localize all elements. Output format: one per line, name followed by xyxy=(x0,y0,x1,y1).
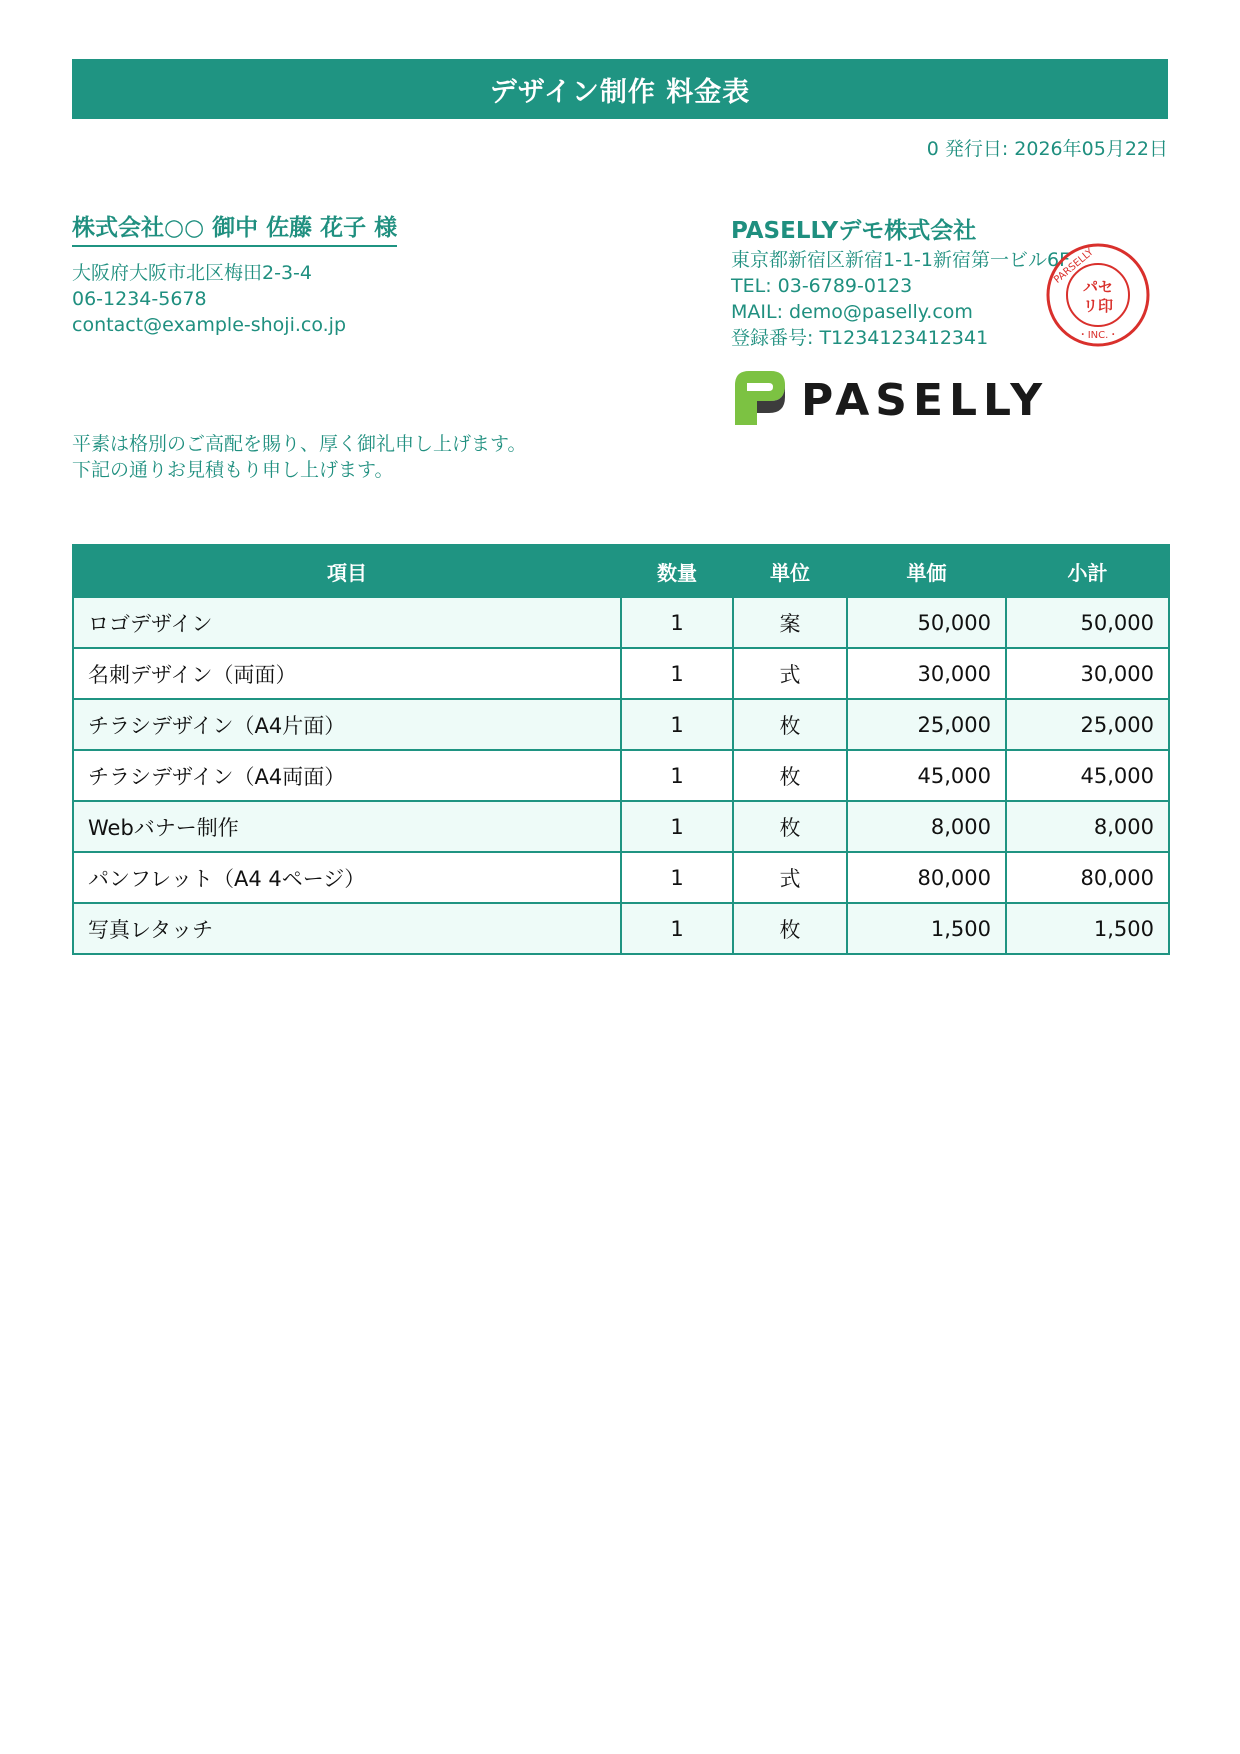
cell-subtotal: 25,000 xyxy=(1006,699,1169,750)
cell-unit: 枚 xyxy=(733,903,847,954)
cell-item: チラシデザイン（A4両面） xyxy=(73,750,621,801)
company-seal-icon xyxy=(1045,242,1151,348)
cell-qty: 1 xyxy=(621,852,733,903)
cell-item: パンフレット（A4 4ページ） xyxy=(73,852,621,903)
greeting-text xyxy=(72,431,526,483)
cell-price: 50,000 xyxy=(847,597,1006,648)
recipient-name: 株式会社○○ 御中 佐藤 花子 様 xyxy=(72,209,397,247)
cell-qty: 1 xyxy=(621,597,733,648)
cell-subtotal: 8,000 xyxy=(1006,801,1169,852)
header-subtotal: 小計 xyxy=(1006,545,1169,597)
issuer-name: PASELLYデモ株式会社 xyxy=(731,218,977,244)
cell-unit: 案 xyxy=(733,597,847,648)
header-qty: 数量 xyxy=(621,545,733,597)
cell-item: チラシデザイン（A4片面） xyxy=(73,699,621,750)
price-table xyxy=(72,544,1170,955)
cell-price: 25,000 xyxy=(847,699,1006,750)
cell-subtotal: 1,500 xyxy=(1006,903,1169,954)
header-item: 項目 xyxy=(73,545,621,597)
recipient-details xyxy=(72,260,346,338)
cell-qty: 1 xyxy=(621,648,733,699)
cell-subtotal: 45,000 xyxy=(1006,750,1169,801)
svg-text:パセ: パセ xyxy=(1082,278,1114,296)
cell-price: 8,000 xyxy=(847,801,1006,852)
cell-qty: 1 xyxy=(621,801,733,852)
cell-unit: 枚 xyxy=(733,801,847,852)
document-title-bar xyxy=(72,59,1168,119)
svg-text:リ印: リ印 xyxy=(1082,297,1114,315)
greeting-line-1: 平素は格別のご高配を賜り、厚く御礼申し上げます。 xyxy=(72,433,527,455)
issuer-tel: TEL: 03-6789-0123 xyxy=(731,275,913,297)
issuer-registration: 登録番号: T1234123412341 xyxy=(731,327,989,349)
table-row xyxy=(73,597,1169,648)
svg-text:・INC.・: ・INC.・ xyxy=(1077,330,1119,341)
paselly-logo-icon xyxy=(731,367,1061,429)
cell-item: ロゴデザイン xyxy=(73,597,621,648)
cell-qty: 1 xyxy=(621,750,733,801)
recipient-tel: 06-1234-5678 xyxy=(72,288,207,310)
header-price: 単価 xyxy=(847,545,1006,597)
cell-unit: 式 xyxy=(733,648,847,699)
issuer-mail: MAIL: demo@paselly.com xyxy=(731,301,973,323)
cell-unit: 式 xyxy=(733,852,847,903)
table-row xyxy=(73,750,1169,801)
cell-unit: 枚 xyxy=(733,750,847,801)
cell-price: 45,000 xyxy=(847,750,1006,801)
table-row xyxy=(73,699,1169,750)
document-title: デザイン制作 料金表 xyxy=(489,76,751,108)
cell-qty: 1 xyxy=(621,903,733,954)
cell-price: 80,000 xyxy=(847,852,1006,903)
recipient-email: contact@example-shoji.co.jp xyxy=(72,314,347,336)
cell-unit: 枚 xyxy=(733,699,847,750)
cell-item: Webバナー制作 xyxy=(73,801,621,852)
issuer-address: 東京都新宿区新宿1-1-1新宿第一ビル6F xyxy=(731,249,1070,271)
recipient-address: 大阪府大阪市北区梅田2-3-4 xyxy=(72,262,312,284)
cell-qty: 1 xyxy=(621,699,733,750)
table-row xyxy=(73,852,1169,903)
cell-subtotal: 80,000 xyxy=(1006,852,1169,903)
cell-price: 1,500 xyxy=(847,903,1006,954)
issue-date: 0 発行日: 2026年05月22日 xyxy=(926,138,1168,160)
cell-price: 30,000 xyxy=(847,648,1006,699)
svg-text:PASELLY: PASELLY xyxy=(801,375,1049,426)
issuer-details xyxy=(731,247,1070,351)
table-row xyxy=(73,801,1169,852)
table-header-row xyxy=(73,545,1169,597)
table-row xyxy=(73,648,1169,699)
header-unit: 単位 xyxy=(733,545,847,597)
greeting-line-2: 下記の通りお見積もり申し上げます。 xyxy=(72,459,394,481)
table-row xyxy=(73,903,1169,954)
svg-text:PARSELLY: PARSELLY xyxy=(1052,246,1096,286)
cell-subtotal: 30,000 xyxy=(1006,648,1169,699)
cell-item: 写真レタッチ xyxy=(73,903,621,954)
cell-subtotal: 50,000 xyxy=(1006,597,1169,648)
cell-item: 名刺デザイン（両面） xyxy=(73,648,621,699)
